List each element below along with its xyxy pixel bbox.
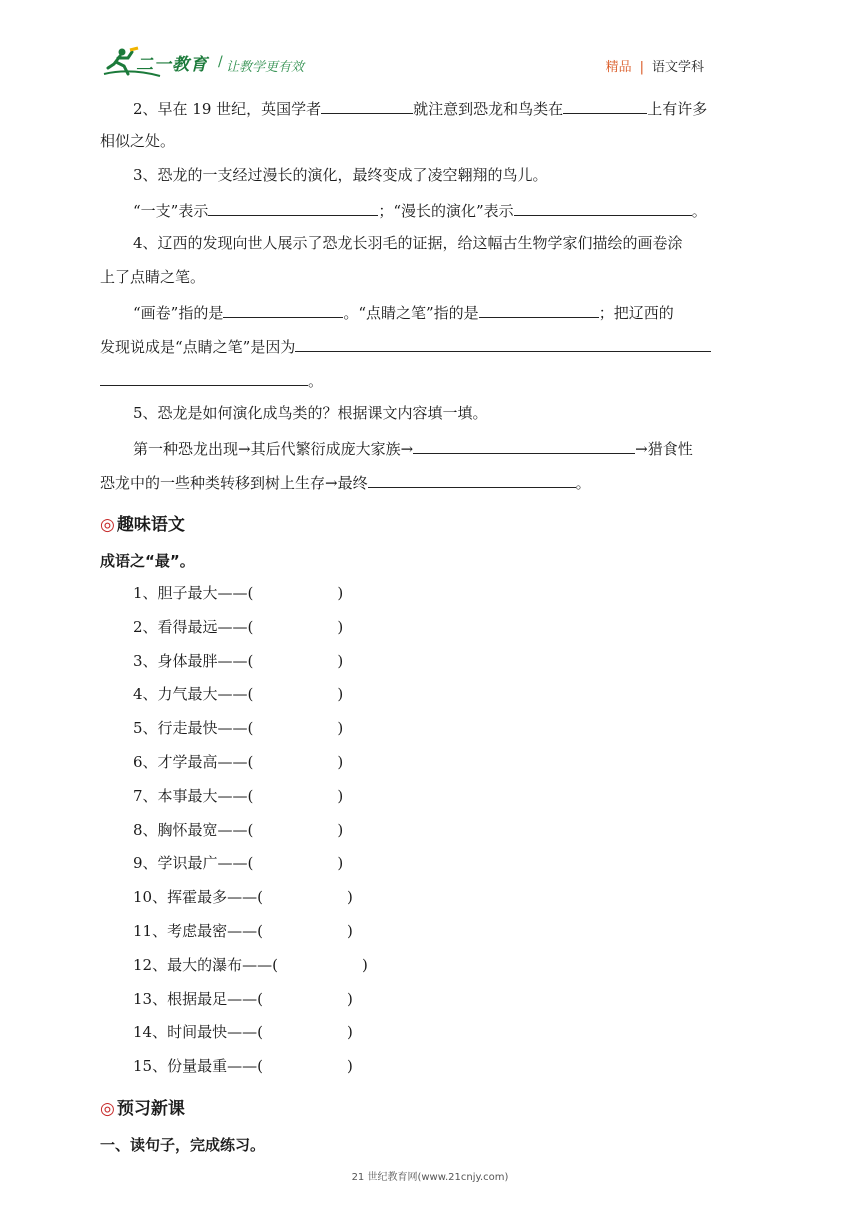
page-footer: 21 世纪教育网(www.21cnjy.com) [351, 1172, 509, 1183]
q5-blank-2[interactable] [368, 471, 576, 488]
q5-text-b: →猎食性 [635, 440, 693, 458]
logo-text: 二一教育 [136, 55, 208, 75]
idiom-close-paren: ) [337, 618, 344, 636]
idiom-close-paren: ) [337, 821, 344, 839]
idiom-prompt: 8、胸怀最宽——( [133, 821, 254, 839]
q2-text-a: 2、早在 19 世纪，英国学者 [133, 100, 322, 118]
idiom-close-paren: ) [346, 922, 353, 940]
q4-line3 [133, 301, 674, 323]
idiom-close-paren: ) [346, 990, 353, 1008]
section-preview [100, 1094, 185, 1119]
part1-title: 一、读句子，完成练习。 [100, 1136, 266, 1154]
idiom-title: 成语之“最”。 [100, 552, 195, 570]
idiom-item [133, 616, 343, 637]
q4-text-c: ；把辽西的 [598, 304, 674, 322]
q4-blank-1[interactable] [223, 301, 343, 318]
q4-line5 [100, 369, 323, 391]
idiom-item [133, 819, 343, 840]
q2-line1 [133, 97, 707, 119]
q2-line2: 相似之处。 [100, 132, 176, 150]
tag-premium: 精品 [605, 60, 632, 75]
idiom-item [133, 683, 343, 704]
q5-text-a: 第一种恐龙出现→其后代繁衍成庞大家族→ [133, 440, 414, 458]
idiom-close-paren: ) [337, 787, 344, 805]
q4-text-e: 。 [308, 372, 324, 390]
idiom-prompt: 4、力气最大——( [133, 685, 254, 703]
idiom-close-paren: ) [346, 1057, 353, 1075]
section-preview-title: 预习新课 [116, 1099, 185, 1119]
idiom-close-paren: ) [361, 956, 368, 974]
q3-text-b: ；“漫长的演化”表示 [378, 202, 514, 220]
q5-text-c: 恐龙中的一些种类转移到树上生存→最终 [100, 474, 368, 492]
idiom-prompt: 9、学识最广——( [133, 854, 254, 872]
idiom-prompt: 11、考虑最密——( [133, 922, 263, 940]
idiom-prompt: 15、份量最重——( [133, 1057, 263, 1075]
idiom-prompt: 3、身体最胖——( [133, 652, 254, 670]
idiom-close-paren: ) [337, 685, 344, 703]
q2-text-c: 上有许多 [647, 100, 708, 118]
q2-blank-2[interactable] [563, 97, 647, 114]
idiom-item [133, 954, 368, 975]
q4-line2: 上了点睛之笔。 [100, 268, 206, 286]
idiom-item [133, 988, 353, 1009]
idiom-close-paren: ) [337, 719, 344, 737]
q4-blank-3[interactable] [295, 335, 711, 352]
tag-separator: | [639, 60, 644, 75]
idiom-prompt: 2、看得最远——( [133, 618, 254, 636]
q3-text-c: 。 [691, 202, 707, 220]
idiom-prompt: 12、最大的瀑布——( [133, 956, 278, 974]
q4-line1: 4、辽西的发现向世人展示了恐龙长羽毛的证据，给这幅古生物学家们描绘的画卷涂 [133, 234, 683, 252]
idiom-close-paren: ) [337, 584, 344, 602]
tag-subject: 语文学科 [651, 60, 704, 75]
q4-text-d: 发现说成是“点睛之笔”是因为 [100, 338, 296, 356]
q4-line4 [100, 335, 711, 357]
header-slogan: 让教学更有效 [226, 60, 305, 75]
q5-text: 5、恐龙是如何演化成鸟类的？根据课文内容填一填。 [133, 404, 488, 422]
q3-text-a: “一支”表示 [133, 202, 209, 220]
idiom-item [133, 1021, 353, 1042]
idiom-close-paren: ) [337, 652, 344, 670]
q3-blank-2[interactable] [514, 199, 692, 216]
idiom-item [133, 920, 353, 941]
q3-line2 [133, 199, 707, 221]
q4-text-b: 。“点睛之笔”指的是 [343, 304, 479, 322]
header-divider: / [218, 54, 223, 70]
idiom-item [133, 852, 343, 873]
q4-blank-2[interactable] [479, 301, 599, 318]
idiom-item [133, 886, 353, 907]
idiom-prompt: 7、本事最大——( [133, 787, 254, 805]
idiom-close-paren: ) [337, 854, 344, 872]
section-bullet-icon: ◎ [100, 1099, 115, 1119]
q4-text-a: “画卷”指的是 [133, 304, 224, 322]
idiom-item [133, 1055, 353, 1076]
idiom-prompt: 1、胆子最大——( [133, 584, 254, 602]
idiom-close-paren: ) [346, 888, 353, 906]
section-fun-title: 趣味语文 [116, 515, 185, 535]
q2-text-b: 就注意到恐龙和鸟类在 [413, 100, 564, 118]
q5-line3 [100, 471, 591, 493]
q4-blank-4[interactable] [100, 369, 308, 386]
q3-blank-1[interactable] [208, 199, 378, 216]
page-header [100, 44, 760, 84]
idiom-close-paren: ) [346, 1023, 353, 1041]
header-tag [606, 56, 704, 75]
q5-text-d: 。 [575, 474, 591, 492]
q3-text: 3、恐龙的一支经过漫长的演化，最终变成了凌空翱翔的鸟儿。 [133, 166, 548, 184]
idiom-item [133, 717, 343, 738]
q5-blank-1[interactable] [413, 437, 635, 454]
q5-line2 [133, 437, 693, 459]
idiom-prompt: 10、挥霍最多——( [133, 888, 263, 906]
section-fun-chinese [100, 510, 185, 535]
section-bullet-icon: ◎ [100, 515, 115, 535]
idiom-prompt: 6、才学最高——( [133, 753, 254, 771]
idiom-close-paren: ) [337, 753, 344, 771]
idiom-item [133, 650, 343, 671]
idiom-item [133, 751, 343, 772]
q2-blank-1[interactable] [321, 97, 413, 114]
idiom-prompt: 14、时间最快——( [133, 1023, 263, 1041]
idiom-item [133, 785, 343, 806]
idiom-item [133, 582, 343, 603]
idiom-prompt: 13、根据最足——( [133, 990, 263, 1008]
idiom-prompt: 5、行走最快——( [133, 719, 254, 737]
